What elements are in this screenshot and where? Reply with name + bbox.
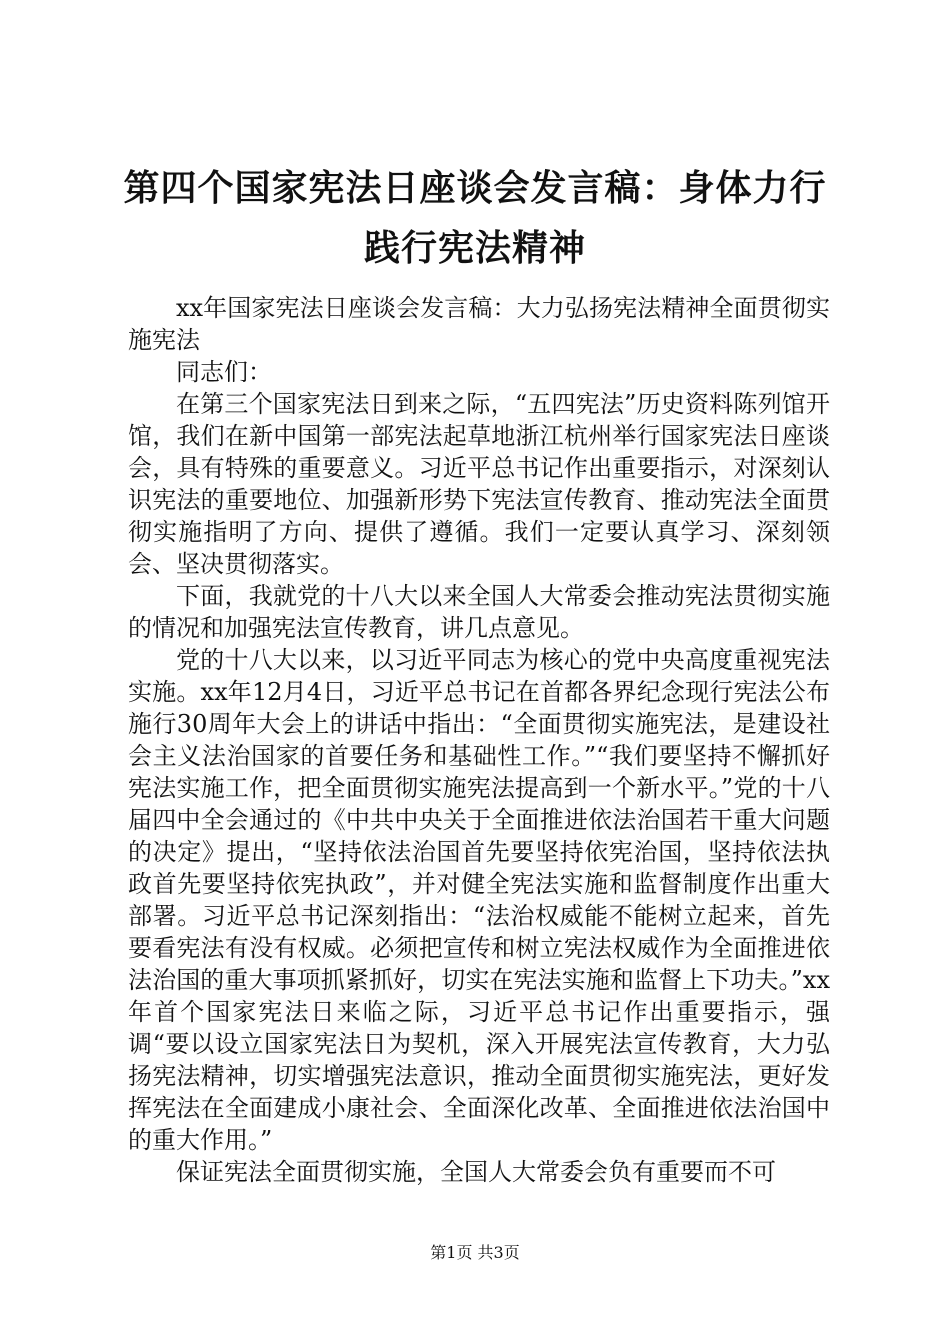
paragraph: 保证宪法全面贯彻实施，全国人大常委会负有重要而不可: [176, 1158, 776, 1186]
page-number: 第1页 共3页: [430, 1243, 520, 1262]
paragraph-subtitle: xx年国家宪法日座谈会发言稿：大力弘扬宪法精神全面贯彻实施宪法: [128, 294, 830, 354]
document-body: [128, 292, 830, 1188]
paragraph: 党的十八大以来，以习近平同志为核心的党中央高度重视宪法实施。xx年12月4日，习近平总书记在首都各界纪念现行宪法公布施行30周年大会上的讲话中指出：“全面贯彻实施宪法，是建设社会主义法治国家的首要任务和基础性工作。”“我们要坚持不懈抓好宪法实施工作，把全面贯彻实施宪法提高到一个新水平。”党的十八届四中全会通过的《中共中央关于全面推进依法治国若干重大问题的决定》提出，“坚持依法治国首先要坚持依宪治国，坚持依法执政首先要坚持依宪执政”，并对健全宪法实施和监督制度作出重大部署。习近平总书记深刻指出：“法治权威能不能树立起来，首先要看宪法有没有权威。必须把宣传和树立宪法权威作为全面推进依法治国的重大事项抓紧抓好，切实在宪法实施和监督上下功夫。”xx年首个国家宪法日来临之际，习近平总书记作出重要指示，强调“要以设立国家宪法日为契机，深入开展宪法宣传教育，大力弘扬宪法精神，切实增强宪法意识，推动全面贯彻实施宪法，更好发挥宪法在全面建成小康社会、全面深化改革、全面推进依法治国中的重大作用。”: [128, 646, 830, 1154]
document-title: 第四个国家宪法日座谈会发言稿：身体力行践行宪法精神: [123, 167, 827, 269]
paragraph: 下面，我就党的十八大以来全国人大常委会推动宪法贯彻实施的情况和加强宪法宣传教育，讲几点意见。: [128, 582, 830, 642]
paragraph-salutation: 同志们：: [176, 358, 272, 386]
paragraph: 在第三个国家宪法日到来之际，“五四宪法”历史资料陈列馆开馆，我们在新中国第一部宪法起草地浙江杭州举行国家宪法日座谈会，具有特殊的重要意义。习近平总书记作出重要指示，对深刻认识宪法的重要地位、加强新形势下宪法宣传教育、推动宪法全面贯彻实施指明了方向、提供了遵循。我们一定要认真学习、深刻领会、坚决贯彻落实。: [128, 390, 830, 578]
